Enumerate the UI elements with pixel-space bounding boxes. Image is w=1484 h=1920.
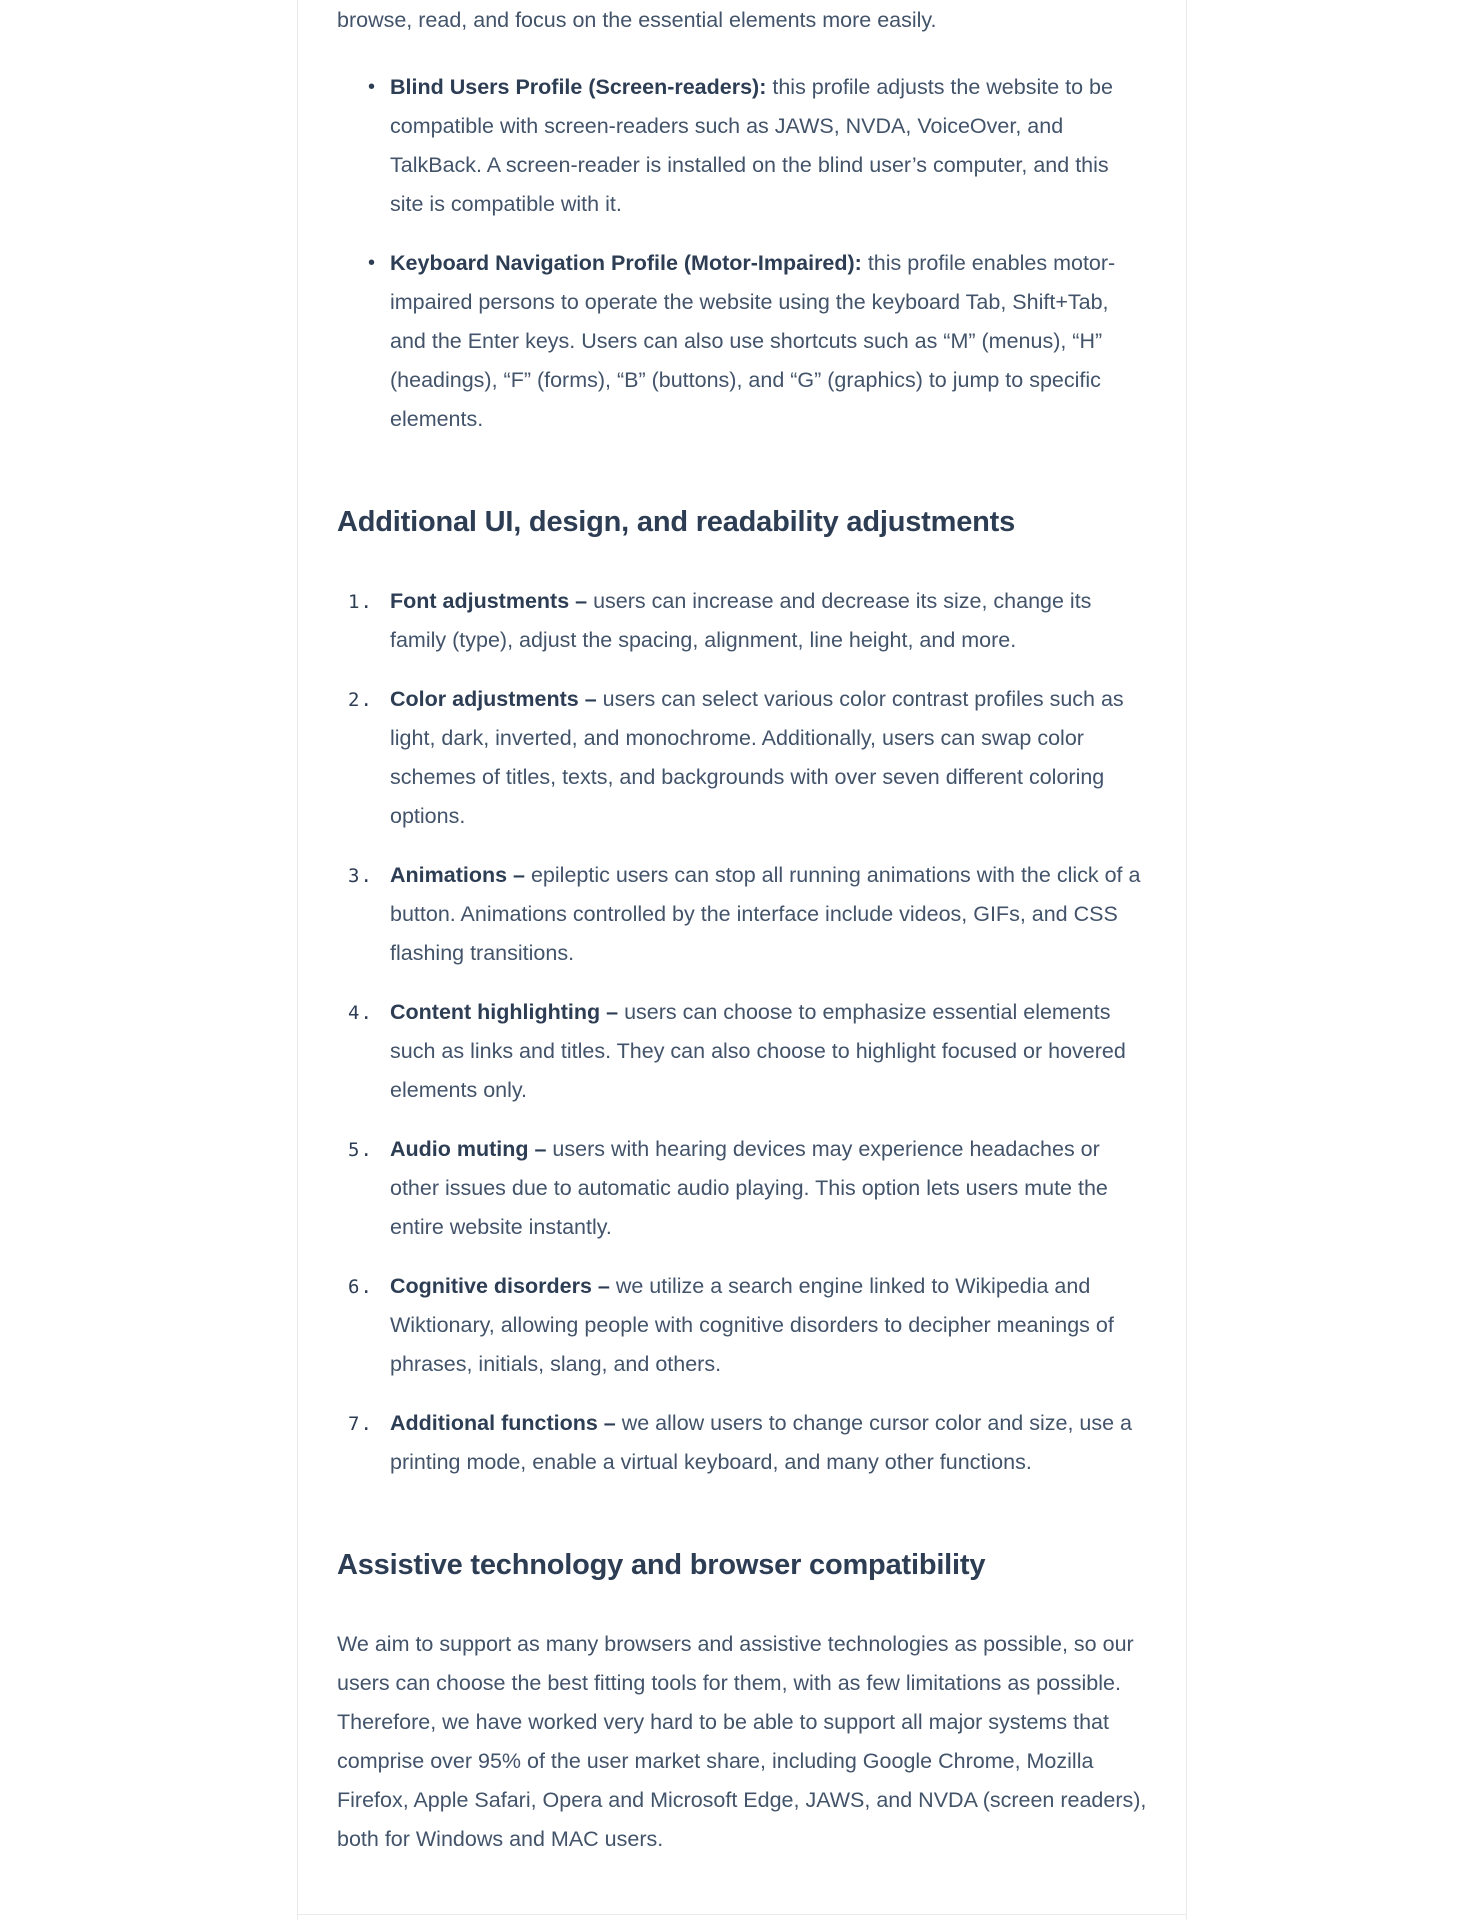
bullet-icon: • xyxy=(368,252,376,274)
profile-title: Keyboard Navigation Profile (Motor-Impaired): xyxy=(390,251,862,275)
adjustment-title: Font adjustments – xyxy=(390,589,588,613)
adjustments-list xyxy=(337,582,1147,1482)
list-number: 5. xyxy=(348,1139,373,1161)
profile-description: this profile adjusts the website to be compatible with screen-readers such as JAWS, NVDA, VoiceOver, and TalkBack. A screen-reader is installed on the blind user’s computer, and this site is compatible with it. xyxy=(390,75,1113,216)
compatibility-paragraph: We aim to support as many browsers and assistive technologies as possible, so our users can choose the best fitting tools for them, with as few limitations as possible. Therefore, we have worked very hard to be able to support all major systems that comprise over 95% of the user market share, including Google Chrome, Mozilla Firefox, Apple Safari, Opera and Microsoft Edge, JAWS, and NVDA (screen readers), both for Windows and MAC users. xyxy=(337,1632,1147,1851)
profile-description: this profile enables motor-impaired persons to operate the website using the keyboard Tab, Shift+Tab, and the Enter keys. Users can also use shortcuts such as “M” (menus), “H” (headings), “F” (forms), “B” (buttons), and “G” (graphics) to jump to specific elements. xyxy=(390,251,1116,431)
adjustment-description: users can choose to emphasize essential elements such as links and titles. They can also choose to highlight focused or hovered elements only. xyxy=(390,1000,1126,1102)
adjustment-description: we allow users to change cursor color and size, use a printing mode, enable a virtual keyboard, and many other functions. xyxy=(390,1411,1133,1474)
list-item xyxy=(348,1267,1147,1384)
list-number: 7. xyxy=(348,1413,373,1435)
section-heading-adjustments: Additional UI, design, and readability adjustments xyxy=(337,506,1016,538)
list-item xyxy=(368,244,1147,439)
list-item xyxy=(368,68,1147,224)
adjustment-description: users with hearing devices may experience headaches or other issues due to automatic audio playing. This option lets users mute the entire website instantly. xyxy=(390,1137,1108,1239)
list-item xyxy=(348,1404,1147,1482)
adjustment-title: Animations – xyxy=(390,863,525,887)
list-item xyxy=(348,993,1147,1110)
adjustment-title: Audio muting – xyxy=(390,1137,547,1161)
list-number: 4. xyxy=(348,1002,373,1024)
intro-paragraph-tail: browse, read, and focus on the essential elements more easily. xyxy=(337,8,937,32)
list-item xyxy=(348,1130,1147,1247)
list-item xyxy=(348,582,1147,660)
profile-title: Blind Users Profile (Screen-readers): xyxy=(390,75,767,99)
list-number: 3. xyxy=(348,865,373,887)
bullet-icon: • xyxy=(368,76,376,98)
adjustment-title: Content highlighting – xyxy=(390,1000,619,1024)
list-item xyxy=(348,856,1147,973)
adjustment-title: Additional functions – xyxy=(390,1411,616,1435)
adjustment-description: users can select various color contrast profiles such as light, dark, inverted, and monochrome. Additionally, users can swap color schemes of titles, texts, and backgrounds with over seven different coloring options. xyxy=(390,687,1124,828)
list-number: 6. xyxy=(348,1276,373,1298)
article-body xyxy=(337,0,1147,1859)
adjustment-title: Cognitive disorders – xyxy=(390,1274,610,1298)
list-item xyxy=(348,680,1147,836)
adjustment-description: we utilize a search engine linked to Wikipedia and Wiktionary, allowing people with cognitive disorders to decipher meanings of phrases, initials, slang, and others. xyxy=(390,1274,1114,1376)
list-number: 2. xyxy=(348,689,373,711)
adjustment-description: users can increase and decrease its size, change its family (type), adjust the spacing, alignment, line height, and more. xyxy=(390,589,1092,652)
list-number: 1. xyxy=(348,591,373,613)
adjustment-title: Color adjustments – xyxy=(390,687,597,711)
content-card xyxy=(297,0,1187,1920)
section-divider xyxy=(298,1914,1186,1915)
profiles-list xyxy=(337,68,1147,439)
adjustment-description: epileptic users can stop all running animations with the click of a button. Animations controlled by the interface include videos, GIFs, and CSS flashing transitions. xyxy=(390,863,1141,965)
section-heading-compatibility: Assistive technology and browser compatibility xyxy=(337,1549,986,1581)
